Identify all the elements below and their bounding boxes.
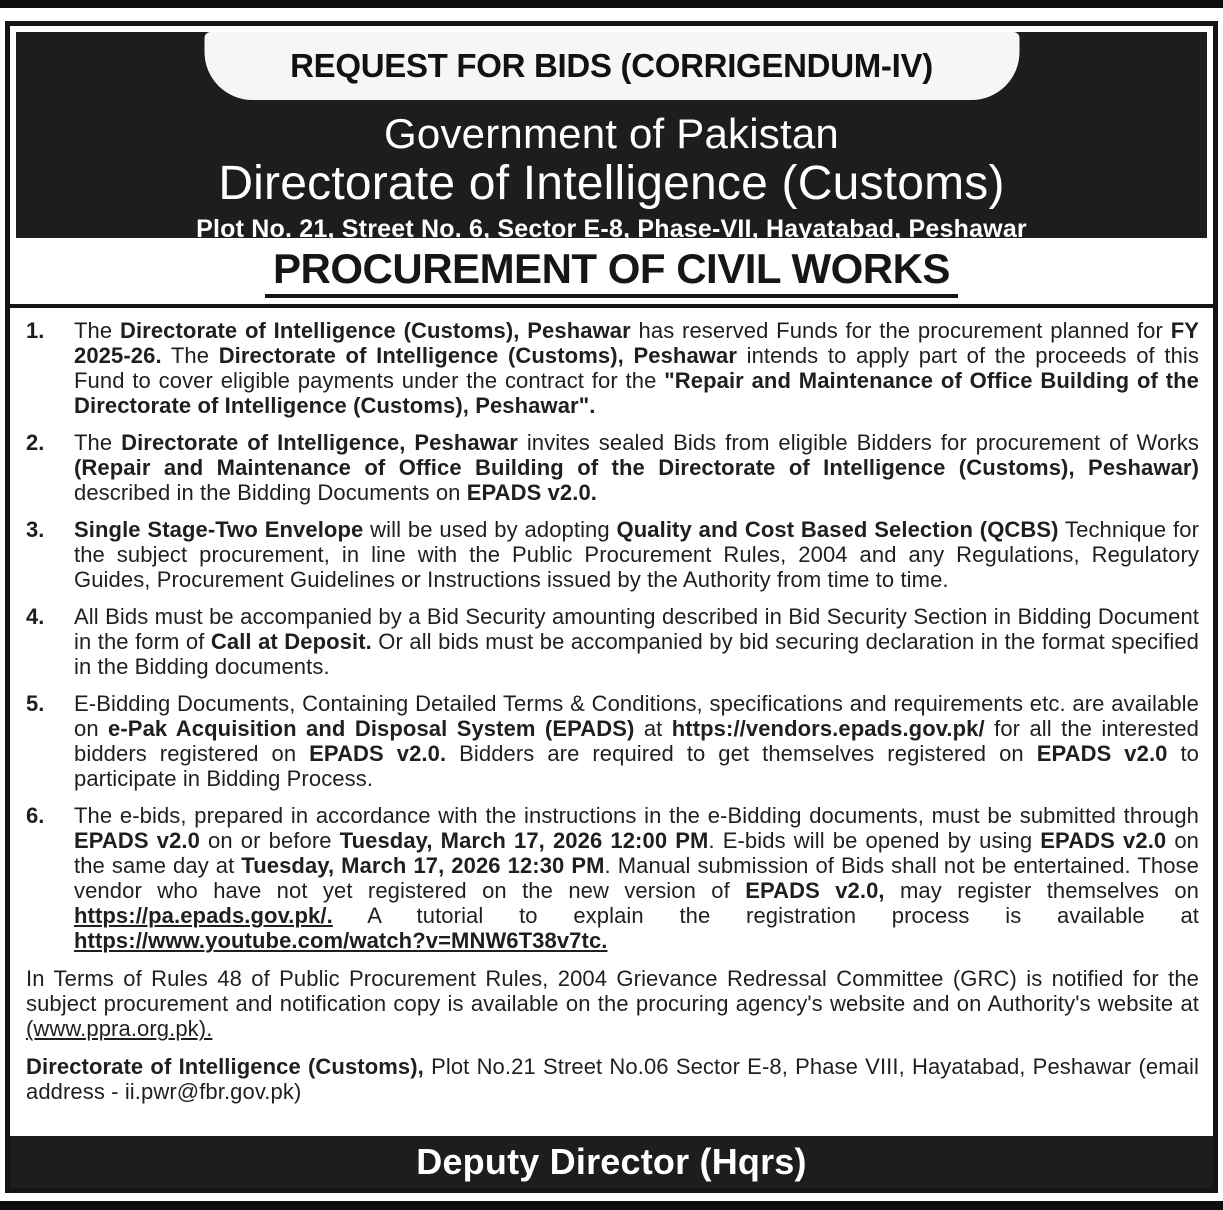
text-segment: EPADS v2.0 bbox=[74, 828, 200, 854]
text-segment: described in the Bidding Documents on bbox=[74, 480, 467, 506]
item-text bbox=[74, 604, 1199, 679]
list-item bbox=[26, 517, 1199, 592]
banner-label: REQUEST FOR BIDS (CORRIGENDUM-IV) bbox=[290, 47, 933, 84]
signatory-title: Deputy Director (Hqrs) bbox=[416, 1141, 807, 1182]
item-text bbox=[74, 430, 1199, 505]
text-segment: The e-bids, prepared in accordance with the instructions in the e-Bidding documents, must be submitted through bbox=[74, 803, 1199, 829]
item-number: 5. bbox=[26, 691, 45, 717]
text-segment: on or before bbox=[199, 828, 340, 854]
item-number: 2. bbox=[26, 430, 45, 456]
text-segment: for all the interested bidders registered on bbox=[74, 716, 1199, 767]
text-segment: to participate in Bidding Process. bbox=[74, 741, 1199, 792]
text-segment: E-Bidding Documents, Containing Detailed Terms & Conditions, specifications and requirements etc. are available on bbox=[74, 691, 1199, 742]
text-segment: . E-bids will be opened by using bbox=[708, 828, 1041, 854]
subject-title: PROCUREMENT OF CIVIL WORKS bbox=[265, 246, 958, 298]
text-segment: EPADS v2.0 bbox=[1036, 741, 1168, 767]
list-item bbox=[26, 318, 1199, 418]
notice-items bbox=[10, 318, 1213, 953]
request-for-bids-banner bbox=[204, 32, 1019, 100]
government-title: Government of Pakistan bbox=[384, 110, 839, 157]
list-item bbox=[26, 691, 1199, 791]
text-segment: Quality and Cost Based Selection (QCBS) bbox=[616, 517, 1059, 543]
text-segment: All Bids must be accompanied by a Bid Security amounting described in Bid Security Section in Bidding Document in the form of bbox=[74, 604, 1199, 655]
link-text: https://pa.epads.gov.pk/. bbox=[74, 903, 333, 929]
text-segment: at bbox=[634, 716, 672, 742]
tender-notice bbox=[5, 21, 1218, 1193]
text-segment: Call at Deposit. bbox=[210, 629, 372, 655]
text-segment: Single Stage-Two Envelope bbox=[74, 517, 364, 543]
text-segment: on the same day at bbox=[74, 828, 1199, 879]
link-text: https://www.youtube.com/watch?v=MNW6T38v7tc. bbox=[74, 928, 608, 954]
text-segment: The bbox=[74, 318, 120, 344]
header-address: Plot No. 21, Street No. 6, Sector E-8, Phase-VII, Hayatabad, Peshawar bbox=[196, 214, 1027, 243]
item-text bbox=[74, 803, 1199, 953]
directorate-title: Directorate of Intelligence (Customs) bbox=[218, 157, 1005, 211]
text-segment: Directorate of Intelligence (Customs), bbox=[26, 1054, 424, 1080]
item-text bbox=[74, 318, 1199, 418]
top-rule bbox=[0, 0, 1223, 8]
text-segment: A tutorial to explain the registration process is available at bbox=[332, 903, 1199, 929]
text-segment: EPADS v2.0 bbox=[1040, 828, 1167, 854]
text-segment: will be used by adopting bbox=[363, 517, 617, 543]
text-segment: "Repair and Maintenance of Office Building of the Directorate of Intelligence (Customs), Peshawar". bbox=[74, 368, 1199, 419]
item-number: 4. bbox=[26, 604, 45, 630]
text-segment: Technique for the subject procurement, in line with the Public Procurement Rules, 2004 and any Regulations, Regulatory Guides, Procurement Guidelines or Instructions issued by the Authority from time to time. bbox=[74, 517, 1199, 593]
signatory-bar bbox=[10, 1136, 1213, 1188]
subject-band bbox=[10, 238, 1213, 308]
text-segment: Or all bids must be accompanied by bid securing declaration in the format specified in the Bidding documents. bbox=[74, 629, 1199, 680]
item-number: 3. bbox=[26, 517, 45, 543]
item-number: 6. bbox=[26, 803, 45, 829]
item-number: 1. bbox=[26, 318, 45, 344]
text-segment: Directorate of Intelligence, Peshawar bbox=[121, 430, 518, 456]
list-item bbox=[26, 430, 1199, 505]
text-segment: EPADS v2.0, bbox=[745, 878, 885, 904]
text-segment: Directorate of Intelligence (Customs), Peshawar bbox=[119, 318, 631, 344]
text-segment: The bbox=[74, 430, 122, 456]
text-segment: The bbox=[161, 343, 219, 369]
text-segment: In Terms of Rules 48 of Public Procurement Rules, 2004 Grievance Redressal Committee (GRC) is notified for the subject procurement and notification copy is available on the procuring agency's website and on Authority's website at bbox=[26, 966, 1199, 1017]
list-item bbox=[26, 604, 1199, 679]
text-segment: EPADS v2.0. bbox=[309, 741, 447, 767]
bottom-rule bbox=[0, 1201, 1223, 1210]
text-segment: (Repair and Maintenance of Office Building of the Directorate of Intelligence (Customs), Peshawar) bbox=[74, 455, 1199, 481]
text-segment: Plot No.21 Street No.06 Sector E-8, Phase VIII, Hayatabad, Peshawar (email address - ii.pwr@fbr.gov.pk) bbox=[26, 1054, 1199, 1105]
text-segment: Tuesday, March 17, 2026 12:00 PM bbox=[339, 828, 709, 854]
link-text: (www.ppra.org.pk). bbox=[26, 1016, 213, 1042]
text-segment: may register themselves on bbox=[884, 878, 1200, 904]
text-segment: invites sealed Bids from eligible Bidders for procurement of Works bbox=[517, 430, 1199, 456]
closing-paragraphs bbox=[10, 966, 1213, 1104]
item-text bbox=[74, 517, 1199, 592]
item-text bbox=[74, 691, 1199, 791]
text-segment: Directorate of Intelligence (Customs), Peshawar bbox=[218, 343, 737, 369]
closing-paragraph bbox=[26, 966, 1199, 1041]
text-segment: e-Pak Acquisition and Disposal System (EPADS) bbox=[108, 716, 635, 742]
text-segment: https://vendors.epads.gov.pk/ bbox=[671, 716, 985, 742]
closing-paragraph bbox=[26, 1054, 1199, 1104]
list-item bbox=[26, 803, 1199, 953]
text-segment: has reserved Funds for the procurement planned for bbox=[630, 318, 1171, 344]
text-segment: FY 2025-26. bbox=[74, 318, 1199, 369]
header-panel bbox=[16, 32, 1207, 243]
text-segment: Tuesday, March 17, 2026 12:30 PM bbox=[241, 853, 605, 879]
text-segment: EPADS v2.0. bbox=[466, 480, 598, 506]
text-segment: Bidders are required to get themselves registered on bbox=[446, 741, 1037, 767]
text-segment: intends to apply part of the proceeds of this Fund to cover eligible payments under the contract for the bbox=[74, 343, 1199, 394]
text-segment: . Manual submission of Bids shall not be entertained. Those vendor who have not yet registered on the new version of bbox=[74, 853, 1199, 904]
